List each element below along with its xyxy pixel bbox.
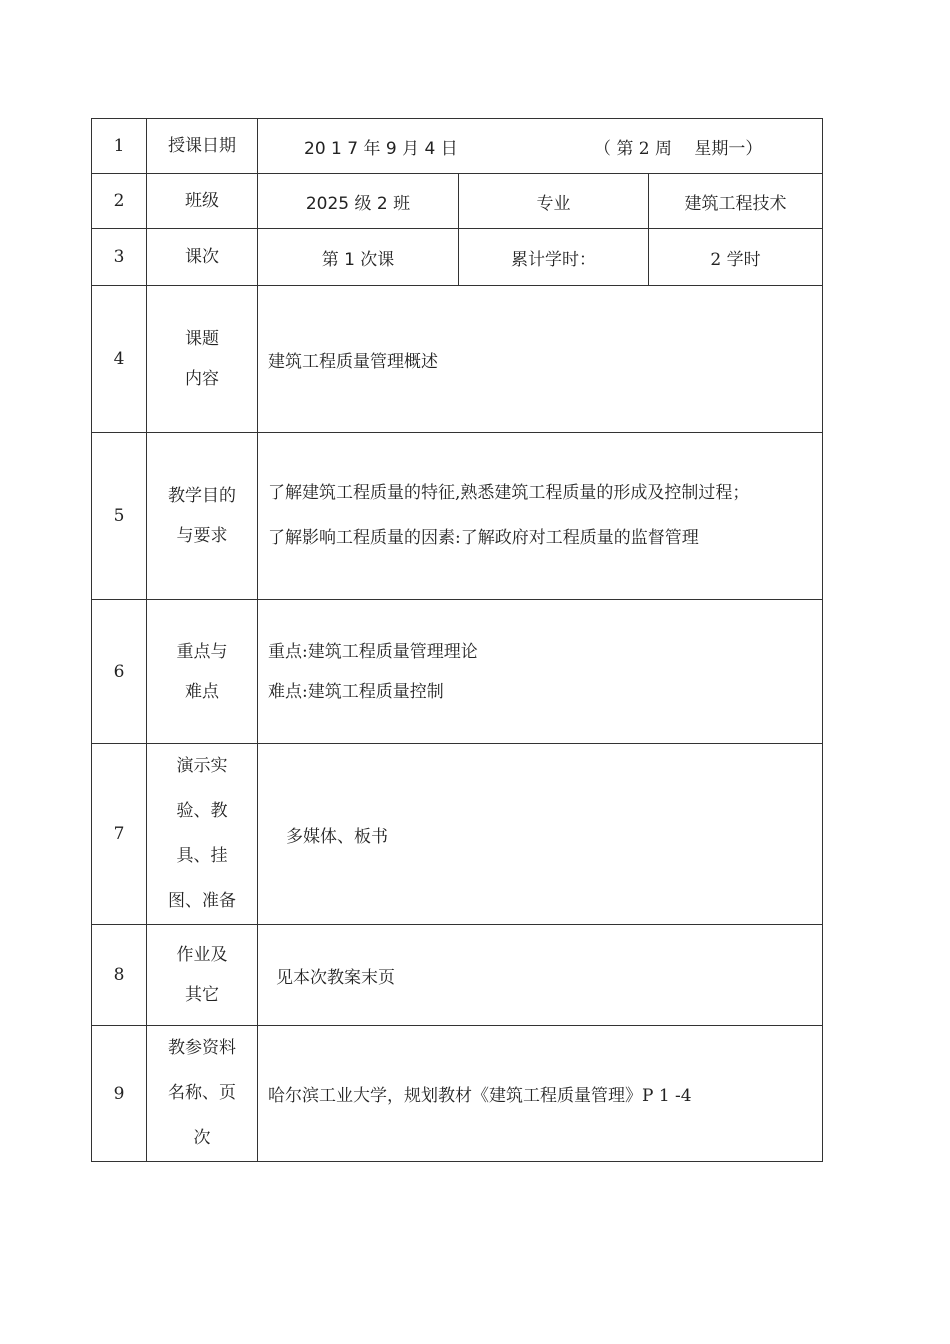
content-line: 建筑工程质量管理概述	[268, 351, 438, 372]
content-line: 难点:建筑工程质量控制	[268, 681, 444, 702]
row-label	[147, 1026, 258, 1162]
major-label: 专业	[459, 174, 649, 229]
table-row	[92, 925, 823, 1026]
hours-label: 累计学时：	[459, 229, 649, 286]
teaching-aids-content	[258, 744, 823, 925]
row-label	[147, 119, 258, 174]
label-line: 具、挂	[176, 846, 228, 866]
row-number: 3	[92, 229, 147, 286]
row-label	[147, 229, 258, 286]
label-line: 其它	[185, 985, 219, 1005]
label-line: 验、教	[176, 801, 228, 821]
teaching-date-cell	[258, 119, 823, 174]
row-number: 9	[92, 1026, 147, 1162]
label-line: 次	[193, 1128, 211, 1148]
label-line: 课次	[185, 247, 219, 267]
row-label	[147, 600, 258, 744]
content-line: 哈尔滨工业大学，规划教材《建筑工程质量管理》P 1 -4	[268, 1086, 692, 1106]
table-row	[92, 229, 823, 286]
content-line: 了解影响工程质量的因素:了解政府对工程质量的监督管理	[268, 528, 699, 548]
row-number: 7	[92, 744, 147, 925]
row-number: 4	[92, 286, 147, 433]
week-info: （ 第 2 周 星期一）	[594, 138, 763, 159]
objectives-content	[258, 433, 823, 600]
row-number: 5	[92, 433, 147, 600]
row-label	[147, 174, 258, 229]
table-row	[92, 286, 823, 433]
label-line: 班级	[185, 191, 219, 211]
key-points-content	[258, 600, 823, 744]
label-line: 内容	[185, 369, 219, 389]
content-line: 重点:建筑工程质量管理理论	[268, 641, 478, 662]
label-line: 与要求	[176, 526, 228, 546]
label-line: 演示实	[176, 756, 228, 776]
lesson-plan-table	[91, 118, 823, 1162]
label-line: 教学目的	[168, 486, 236, 506]
label-line: 难点	[185, 681, 219, 702]
label-line: 图、准备	[168, 891, 236, 911]
row-label	[147, 925, 258, 1026]
homework-content	[258, 925, 823, 1026]
table-row	[92, 600, 823, 744]
label-line: 授课日期	[168, 136, 236, 156]
label-line: 教参资料	[168, 1038, 236, 1058]
row-number: 8	[92, 925, 147, 1026]
content-line: 见本次教案末页	[276, 967, 395, 988]
row-label	[147, 433, 258, 600]
table-row	[92, 744, 823, 925]
row-label	[147, 286, 258, 433]
label-line: 课题	[185, 329, 219, 349]
label-line: 作业及	[176, 945, 228, 965]
table-row	[92, 433, 823, 600]
content-line: 了解建筑工程质量的特征,熟悉建筑工程质量的形成及控制过程；	[268, 483, 750, 503]
label-line: 重点与	[176, 641, 228, 662]
teaching-date: 20 1 7 年 9 月 4 日	[304, 138, 458, 159]
table-row	[92, 119, 823, 174]
hours-value: 2 学时	[649, 229, 823, 286]
topic-content	[258, 286, 823, 433]
references-content	[258, 1026, 823, 1162]
row-label	[147, 744, 258, 925]
table-row	[92, 1026, 823, 1162]
major-value: 建筑工程技术	[649, 174, 823, 229]
row-number: 1	[92, 119, 147, 174]
table-row	[92, 174, 823, 229]
class-value: 2025 级 2 班	[258, 174, 459, 229]
label-line: 名称、页	[168, 1083, 236, 1103]
row-number: 6	[92, 600, 147, 744]
lesson-number: 第 1 次课	[258, 229, 459, 286]
content-line: 多媒体、板书	[286, 826, 388, 847]
lesson-plan-sheet	[91, 118, 822, 1154]
row-number: 2	[92, 174, 147, 229]
